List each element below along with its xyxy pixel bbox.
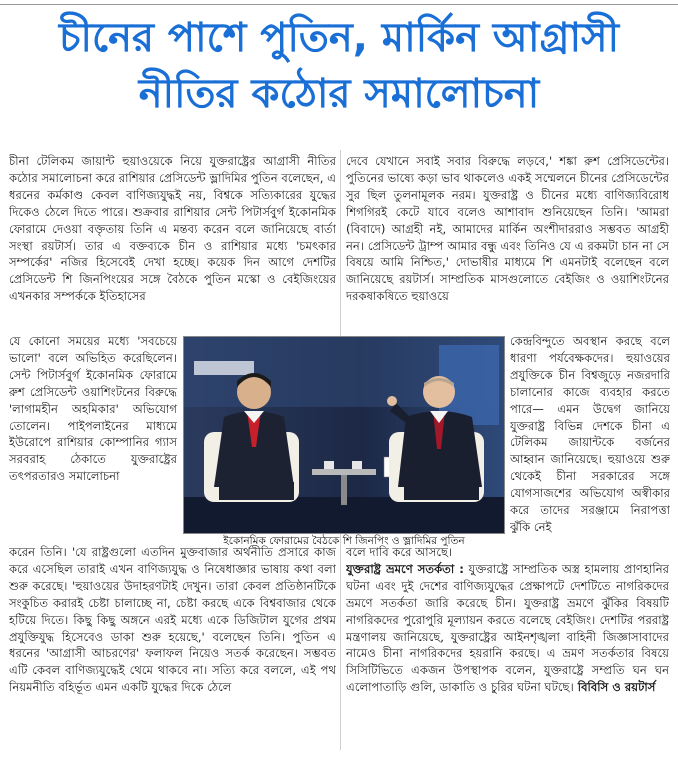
news-credit: বিবিসি ও রয়টার্স	[573, 680, 656, 695]
headline-line-2: নীতির কঠোর সমালোচনা	[138, 71, 540, 117]
photo-caption: ইকোনমিক ফোরামের বৈঠকে শি জিনপিং ও ভ্লাদিমির পুতিন	[223, 535, 465, 547]
article-paragraph: করেন তিনি। 'যে রাষ্ট্রগুলো এতদিন মুক্তবাজার অর্থনীতি প্রসারে কাজ করে এসেছিল তারাই এখন বাণিজ্যযুদ্ধ ও নিষেধাজ্ঞার ভাষায় কথা বলা শুরু করেছে। 'হুয়াওয়ের উদাহরণটাই দেখুন। তারা কেবল প্রতিষ্ঠানটিকে সংকুচিত করারই চেষ্টা চালাচ্ছে না, চেষ্টা করছে একে বিশ্ববাজার থেকে হটিয়ে দিতে। কিছু কিছু অঙ্গনে এরই মধ্যে একে ডিজিটাল যুগের প্রথম প্রযুক্তিযুদ্ধ হিসেবেও ডাকা শুরু হয়েছে,' বলেছেন তিনি। পুতিন এ ধরনের 'আগ্রাসী আচরণের' ফলাফল নিয়েও সতর্ক করেছেন। সম্ভবত এটি কেবল বাণিজ্যযুদ্ধেই থেমে থাকবে না। সত্যি করে বললে, এই পথ নিয়মনীতি বহির্ভূত এমন একটি যুদ্ধের দিকে ঠেলে	[9, 545, 336, 695]
article-right-top	[346, 153, 669, 333]
headline	[0, 10, 678, 122]
article-right-narrow	[510, 333, 670, 533]
article-left-top	[9, 153, 336, 333]
section-body: যুক্তরাষ্ট্রে সাম্প্রতিক অস্ত্র হামলায় প্রাণহানির ঘটনা এবং দুই দেশের বাণিজ্যযুদ্ধের প্রেক্ষাপটে দেশটিতে নাগরিকদের ভ্রমণে সতর্কতা জারি করেছে চীন। যুক্তরাষ্ট্র ভ্রমণে ঝুঁকির বিষয়টি নাগরিকদের পুরোপুরি মূল্যায়ন করতে বলেছে বেইজিং। দেশটির পররাষ্ট্র মন্ত্রণালয় জানিয়েছে, যুক্তরাষ্ট্রের আইনশৃঙ্খলা বাহিনী জিজ্ঞাসাবাদের নামেও চীনা নাগরিকদের হয়রানি করছে। এ ভ্রমণ সতর্কতার বিষয়ে সিসিটিভিতে একজন উপস্থাপক বলেন, যুক্তরাষ্ট্রে সম্প্রতি ঘন ঘন এলোপাতাড়ি গুলি, ডাকাতি ও চুরির ঘটনা ঘটছে।	[346, 561, 669, 695]
section-lead: যুক্তরাষ্ট্র ভ্রমণে সতর্কতা :	[346, 561, 464, 576]
article-paragraph: দেবে যেখানে সবাই সবার বিরুদ্ধে লড়বে,' শঙ্কা রুশ প্রেসিডেন্টের। পুতিনের ভাষ্যে কড়া ভাব থাকলেও একই সম্মেলনে চীনের প্রেসিডেন্টের সুর ছিল তুলনামূলক নরম। যুক্তরাষ্ট্র ও চীনের মধ্যে বাণিজ্যবিরোধ শিগগিরই কেটে যাবে বলেও আশাবাদ শুনিয়েছেন তিনি। 'আমরা (বিবাদে) আগ্রহী নই, আমাদের মার্কিন অংশীদাররাও সম্ভবত আগ্রহী নন। প্রেসিডেন্ট ট্রাম্প আমার বন্ধু এবং তিনিও যে এ রকমটা চান না সে বিষয়ে আমি নিশ্চিত,' দোভাষীর মাধ্যমে শি এমনটাই বলেছেন বলে জানিয়েছে রয়টার্স। সাম্প্রতিক মাসগুলোতে বেইজিং ও ওয়াশিংটনের দরকষাকষিতে হুয়াওয়ে	[346, 154, 669, 304]
article-continuation: বলে দাবি করে আসছে।	[346, 545, 453, 559]
article-paragraph: যে কোনো সময়ের মধ্যে 'সবচেয়ে ভালো' বলে অভিহিত করেছিলেন। সেন্ট পিটার্সবুর্গ ইকোনমিক ফোরামে রুশ প্রেসিডেন্ট ওয়াশিংটনের বিরুদ্ধে 'লাগামহীন অহমিকার' অভিযোগ তোলেন। পাইপলাইনের মাধ্যমে ইউরোপে রাশিয়ার কোম্পানির গ্যাস সরবরাহ ঠেকাতে যুক্তরাষ্ট্রের তৎপরতারও সমালোচনা	[9, 334, 177, 484]
article-right-low	[346, 544, 669, 754]
article-paragraph: চীনা টেলিকম জায়ান্ট হুয়াওয়েকে নিয়ে যুক্তরাষ্ট্রের আগ্রাসী নীতির কঠোর সমালোচনা করে রাশিয়ার প্রেসিডেন্ট ভ্লাদিমির পুতিন বলেছেন, এ ধরনের কর্মকাণ্ড কেবল বাণিজ্যযুদ্ধই নয়, বিশ্বকে সত্যিকারের যুদ্ধের দিকেও ঠেলে দিতে পারে। শুক্রবার রাশিয়ার সেন্ট পিটার্সবুর্গ ইকোনমিক ফোরামে দেওয়া বক্তৃতায় তিনি এ মন্তব্য করেন বলে জানিয়েছে বার্তা সংস্থা রয়টার্স। তার এ বক্তব্যকে চীন ও রাশিয়ার মধ্যে 'চমৎকার সম্পর্কের' নজির হিসেবেই দেখা হচ্ছে। কয়েক দিন আগে দেশটির প্রেসিডেন্ট শি জিনপিংয়ের সঙ্গে বৈঠকে পুতিন মস্কো ও বেইজিংয়ের এখনকার সম্পর্ককে ইতিহাসের	[9, 154, 336, 304]
top-rule	[0, 0, 678, 5]
article-left-low	[9, 544, 336, 754]
photo-illustration	[184, 337, 504, 533]
headline-line-1: চীনের পাশে পুতিন, মার্কিন আগ্রাসী	[58, 15, 620, 61]
article-paragraph	[346, 544, 669, 696]
article-paragraph: কেন্দ্রবিন্দুতে অবস্থান করছে বলে ধারণা পর্যবেক্ষকদের। হুয়াওয়ের প্রযুক্তিকে চীন বিশ্বজুড়ে নজরদারি চালানোর কাজে ব্যবহার করতে পারে— এমন উদ্বেগ জানিয়ে যুক্তরাষ্ট্র বিভিন্ন দেশকে চীনা এ টেলিকম জায়ান্টকে বর্জনের আহ্বান জানিয়েছে। হুয়াওয়ে শুরু থেকেই চীনা সরকারের সঙ্গে যোগসাজশের অভিযোগ অস্বীকার করে তাদের সরঞ্জামে নিরাপত্তা ঝুঁকি নেই	[510, 334, 670, 533]
news-photo	[183, 336, 505, 534]
article-left-narrow	[9, 333, 177, 533]
